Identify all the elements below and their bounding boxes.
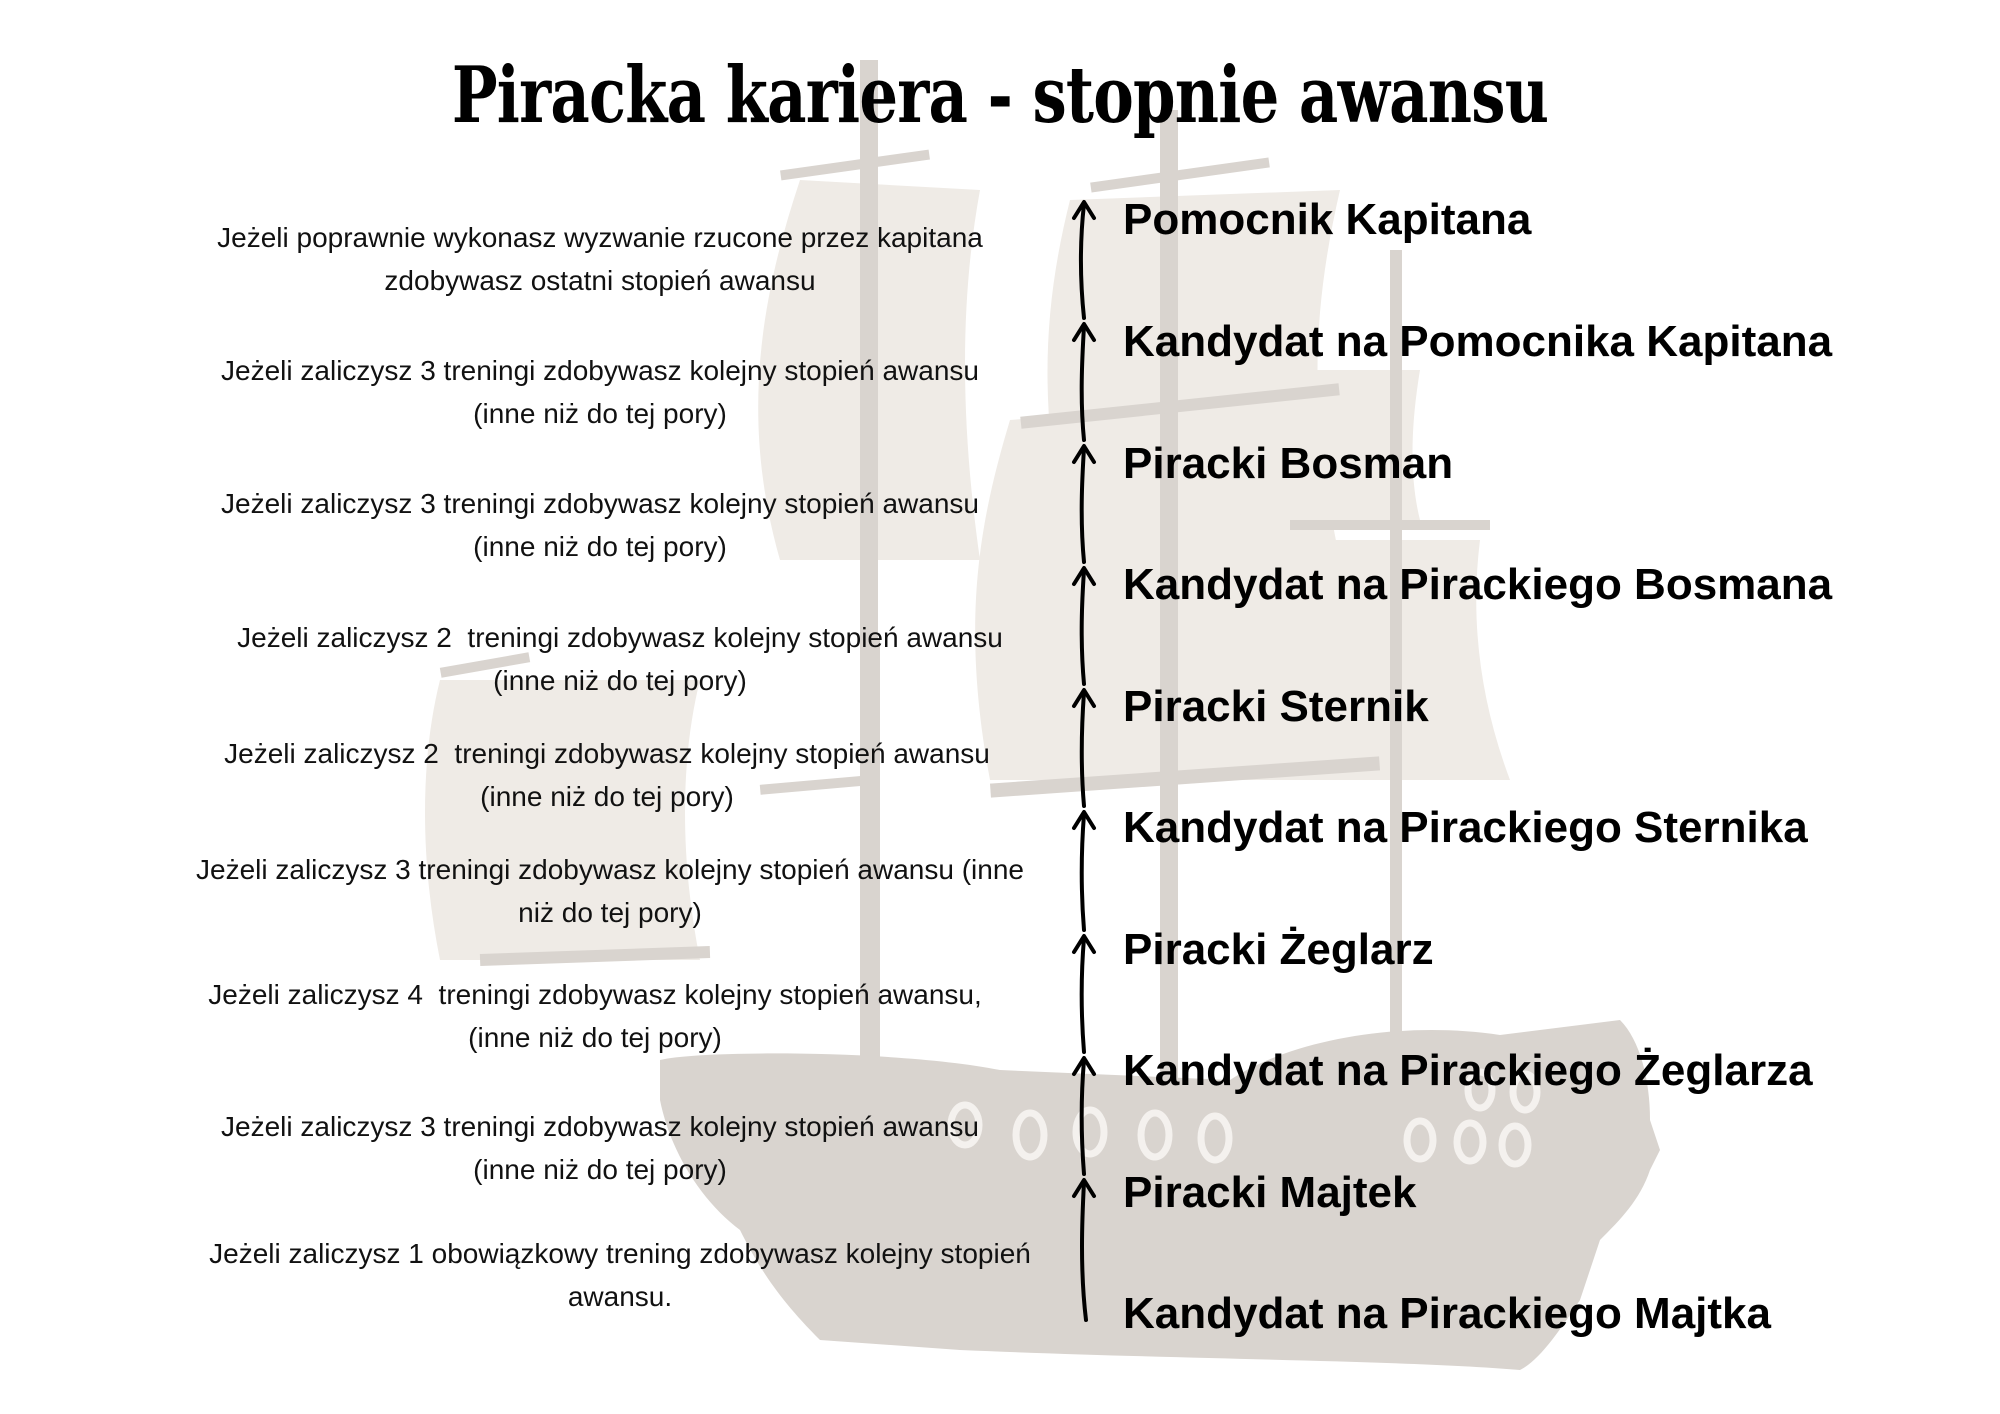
arrow-up-icon [1074, 568, 1094, 684]
rank-label: Kandydat na Pirackiego Sternika [1123, 803, 1808, 852]
condition-text: Jeżeli zaliczysz 3 treningi zdobywasz kolejny stopień awansu (inne niż do tej pory) [221, 355, 979, 429]
condition-text: Jeżeli zaliczysz 3 treningi zdobywasz kolejny stopień awansu (inne niż do tej pory) [221, 1111, 979, 1185]
condition-text: Jeżeli zaliczysz 2 treningi zdobywasz kolejny stopień awansu (inne niż do tej pory) [224, 738, 990, 812]
arrow-up-icon [1074, 446, 1094, 562]
arrow-up-icon [1074, 324, 1094, 440]
condition-text: Jeżeli zaliczysz 2 treningi zdobywasz kolejny stopień awansu (inne niż do tej pory) [237, 622, 1003, 696]
rank-label: Kandydat na Pirackiego Majtka [1123, 1289, 1771, 1338]
rank-label: Piracki Bosman [1123, 439, 1454, 488]
rank-label: Piracki Żeglarz [1123, 925, 1434, 974]
rank-label: Kandydat na Pirackiego Bosmana [1123, 560, 1833, 609]
arrow-up-icon [1074, 1058, 1094, 1174]
arrow-up-icon [1074, 202, 1094, 318]
rank-label: Kandydat na Pomocnika Kapitana [1123, 317, 1833, 366]
page-title: Piracka kariera - stopnie awansu [451, 50, 1549, 141]
arrow-up-icon [1074, 690, 1094, 806]
condition-text: Jeżeli zaliczysz 3 treningi zdobywasz kolejny stopień awansu (inne niż do tej pory) [196, 854, 1024, 928]
condition-text: Jeżeli zaliczysz 4 treningi zdobywasz kolejny stopień awansu, (inne niż do tej pory) [208, 979, 982, 1053]
rank-label: Piracki Sternik [1123, 682, 1429, 731]
condition-text: Jeżeli poprawnie wykonasz wyzwanie rzucone przez kapitana zdobywasz ostatni stopień awansu [217, 222, 983, 296]
arrow-up-icon [1074, 936, 1094, 1052]
rank-label: Pomocnik Kapitana [1123, 195, 1532, 244]
rank-label: Piracki Majtek [1123, 1168, 1417, 1217]
condition-text: Jeżeli zaliczysz 3 treningi zdobywasz kolejny stopień awansu (inne niż do tej pory) [221, 488, 979, 562]
rank-label: Kandydat na Pirackiego Żeglarza [1123, 1046, 1813, 1095]
condition-text: Jeżeli zaliczysz 1 obowiązkowy trening zdobywasz kolejny stopień awansu. [209, 1238, 1031, 1312]
